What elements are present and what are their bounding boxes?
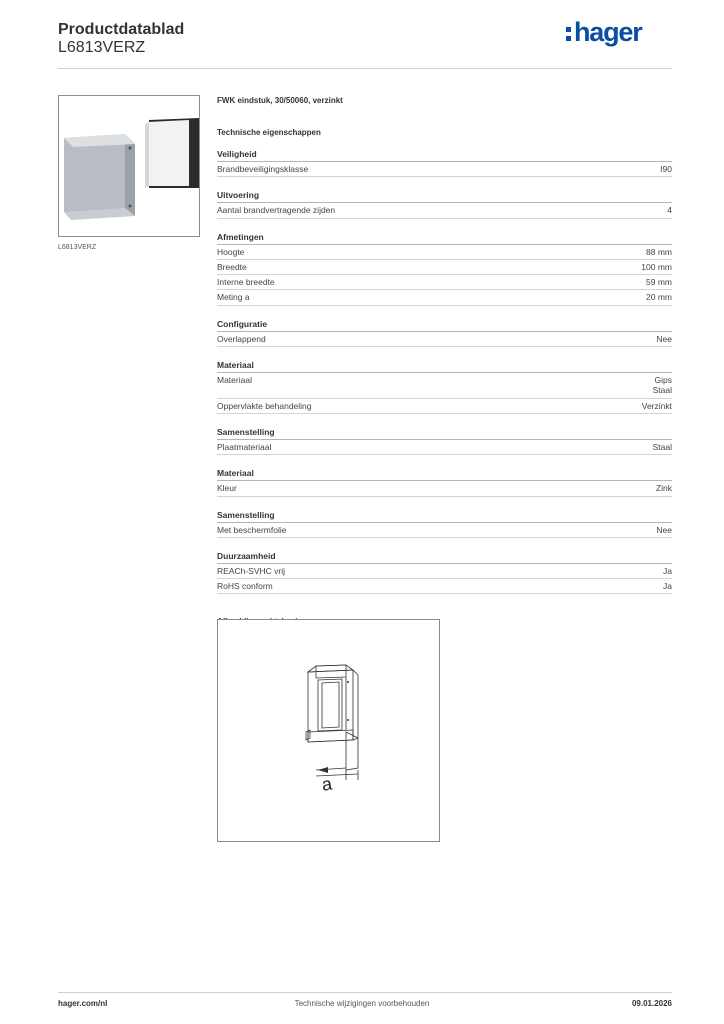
photo-caption: L6813VERZ <box>58 244 97 251</box>
property-row <box>217 332 672 347</box>
property-row <box>217 245 672 260</box>
technical-drawing <box>217 619 440 842</box>
dimension-label: a <box>320 773 334 795</box>
property-row <box>217 260 672 275</box>
property-group <box>217 510 672 538</box>
property-value-line: 4 <box>667 205 672 216</box>
property-label: Oppervlakte behandeling <box>217 400 312 411</box>
property-value-line: I90 <box>660 164 672 174</box>
property-group <box>217 319 672 347</box>
property-groups <box>217 149 672 594</box>
property-group-title: Veiligheid <box>217 149 672 162</box>
property-value <box>667 205 672 215</box>
property-group-title: Duurzaamheid <box>217 551 672 564</box>
property-label: Brandbeveiligingsklasse <box>217 164 309 174</box>
property-row <box>217 399 672 414</box>
main-content <box>217 96 672 626</box>
hager-logo <box>566 15 662 49</box>
page-title: Productdatablad <box>58 21 185 38</box>
property-group-title: Materiaal <box>217 468 672 481</box>
product-code: L6813VERZ <box>58 39 146 56</box>
property-group <box>217 551 672 595</box>
property-value <box>641 262 672 272</box>
footer-notice: Technische wijzigingen voorbehouden <box>294 999 430 1008</box>
property-row <box>217 440 672 455</box>
header-divider <box>58 68 672 69</box>
property-label: REACh-SVHC vrij <box>217 565 286 576</box>
property-value-line: Verzinkt <box>641 400 672 411</box>
property-value-line: 100 mm <box>641 261 672 272</box>
property-row <box>217 564 672 579</box>
property-group <box>217 232 672 306</box>
property-label: Aantal brandvertragende zijden <box>217 205 336 216</box>
property-group-title: Materiaal <box>217 360 672 373</box>
property-value-line: Ja <box>663 581 672 592</box>
property-value-line: Zink <box>655 483 672 494</box>
property-value <box>653 375 672 396</box>
property-value <box>656 334 672 344</box>
property-group-title: Samenstelling <box>217 427 672 440</box>
property-row <box>217 203 672 218</box>
property-row <box>217 579 672 594</box>
property-group <box>217 468 672 496</box>
product-photo-icon <box>58 95 200 237</box>
property-value <box>663 566 672 576</box>
property-group-title: Uitvoering <box>217 190 672 203</box>
property-group <box>217 190 672 218</box>
footer-divider <box>58 992 672 993</box>
section-title-technical: Technische eigenschappen <box>217 128 321 137</box>
property-label: Interne breedte <box>217 277 275 288</box>
property-value-line: 20 mm <box>646 292 672 303</box>
property-value <box>646 292 672 302</box>
property-label: Breedte <box>217 261 247 272</box>
property-row <box>217 373 672 399</box>
property-value <box>646 277 672 287</box>
property-group-title: Configuratie <box>217 319 672 332</box>
property-group <box>217 427 672 455</box>
property-group-title: Afmetingen <box>217 232 672 245</box>
property-group <box>217 360 672 414</box>
property-value <box>642 401 672 411</box>
property-label: Materiaal <box>217 375 252 386</box>
footer-website-link[interactable]: hager.com/nl <box>58 999 108 1008</box>
property-value-line: Ja <box>663 565 672 576</box>
property-label: Met beschermfolie <box>217 524 287 535</box>
property-row <box>217 275 672 290</box>
property-label: RoHS conform <box>217 581 273 592</box>
property-label: Overlappend <box>217 333 266 344</box>
property-value <box>653 442 672 452</box>
property-group-title: Samenstelling <box>217 510 672 523</box>
property-row <box>217 162 672 177</box>
logo-text: hager <box>574 16 642 47</box>
property-value-line: Nee <box>656 524 672 535</box>
property-row <box>217 523 672 538</box>
property-value-line: Gips <box>654 375 672 386</box>
logo-dots-icon <box>566 27 571 41</box>
property-label: Plaatmateriaal <box>217 441 272 452</box>
footer-date: 09.01.2026 <box>631 999 672 1008</box>
property-group <box>217 149 672 177</box>
property-row <box>217 481 672 496</box>
property-value <box>660 164 672 174</box>
property-value <box>656 483 672 493</box>
property-label: Hoogte <box>217 246 245 257</box>
property-value-line: 88 mm <box>646 246 672 257</box>
property-value-line: Staal <box>652 385 672 396</box>
property-value <box>646 247 672 257</box>
property-value-line: Nee <box>656 333 672 344</box>
property-value-line: Staal <box>652 441 672 452</box>
property-value <box>663 581 672 591</box>
property-value-line: 59 mm <box>646 277 672 288</box>
property-value <box>656 525 672 535</box>
property-label: Meting a <box>217 292 250 303</box>
property-label: Kleur <box>217 483 237 494</box>
property-row <box>217 290 672 305</box>
product-description: FWK eindstuk, 30/50060, verzinkt <box>217 96 343 105</box>
